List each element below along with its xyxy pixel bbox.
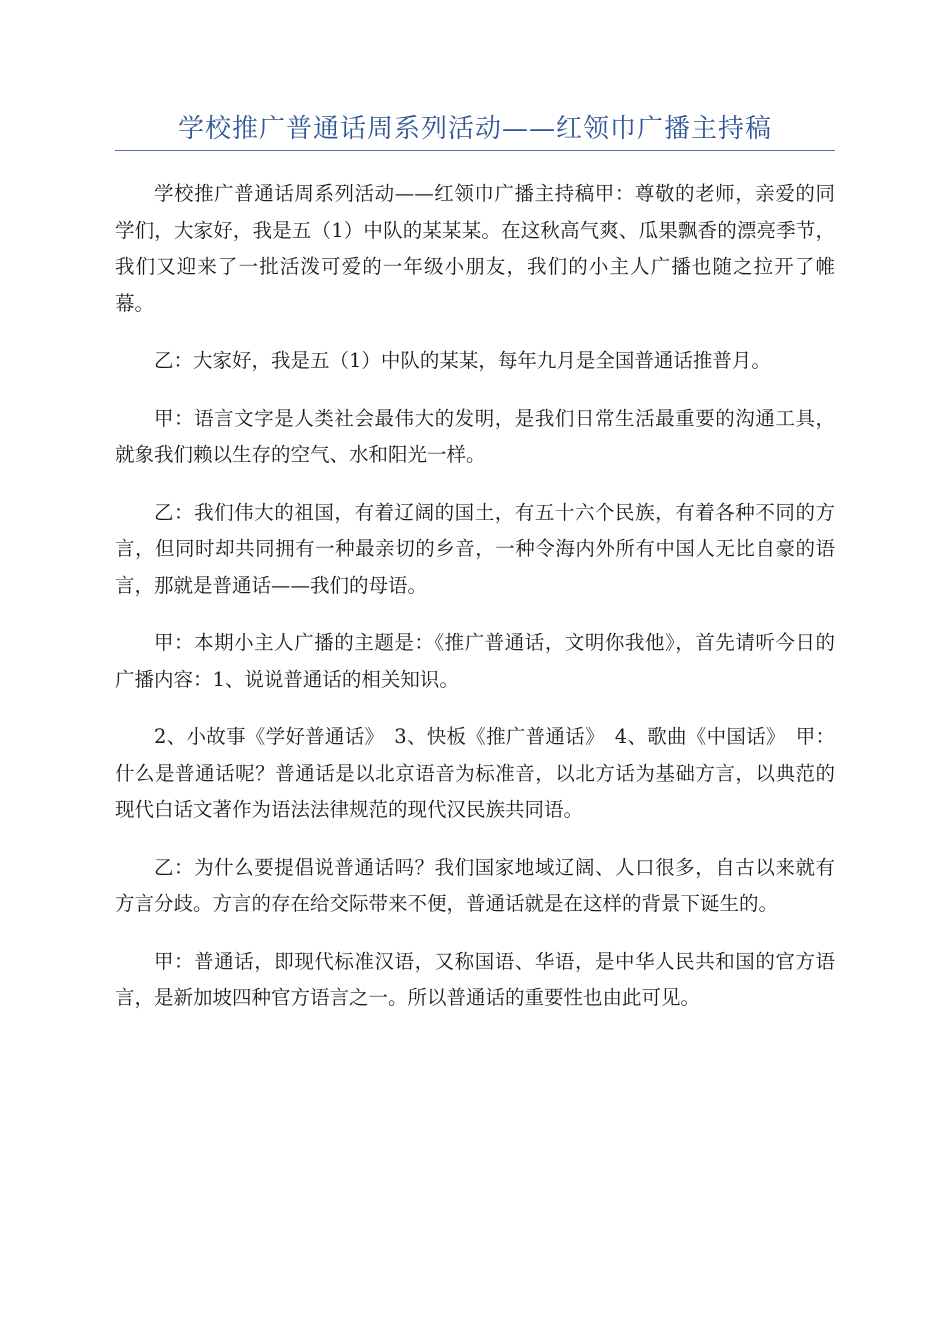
- paragraph: 乙：大家好，我是五（1）中队的某某，每年九月是全国普通话推普月。: [154, 349, 771, 372]
- paragraph: 乙：为什么要提倡说普通话吗？我们国家地域辽阔、人口很多，自古以来就有方言分歧。方言的存在给交际带来不便，普通话就是在这样的背景下诞生的。: [115, 855, 835, 915]
- document-title: 学校推广普通话周系列活动——红领巾广播主持稿: [177, 114, 772, 144]
- paragraph: 甲：普通话，即现代标准汉语，又称国语、华语，是中华人民共和国的官方语言，是新加坡四种官方语言之一。所以普通话的重要性也由此可见。: [115, 949, 835, 1009]
- paragraph: 学校推广普通话周系列活动——红领巾广播主持稿甲：尊敬的老师，亲爱的同学们，大家好，我是五（1）中队的某某某。在这秋高气爽、瓜果飘香的漂亮季节，我们又迎来了一批活泼可爱的一年级小朋友，我们的小主人广播也随之拉开了帷幕。: [115, 182, 835, 315]
- paragraph: 乙：我们伟大的祖国，有着辽阔的国土，有五十六个民族，有着各种不同的方言，但同时却共同拥有一种最亲切的乡音，一种令海内外所有中国人无比自豪的语言，那就是普通话——我们的母语。: [115, 500, 835, 597]
- document-body: [115, 176, 835, 1038]
- paragraph: 2、小故事《学好普通话》 3、快板《推广普通话》 4、歌曲《中国话》 甲：什么是普通话呢？普通话是以北京语音为标准音，以北方话为基础方言，以典范的现代白话文著作为语法法律规范的现代汉民族共同语。: [115, 725, 835, 821]
- title-block: [115, 112, 835, 151]
- paragraph: 甲：本期小主人广播的主题是：《推广普通话，文明你我他》，首先请听今日的广播内容：1、说说普通话的相关知识。: [115, 631, 835, 691]
- paragraph: 甲：语言文字是人类社会最伟大的发明，是我们日常生活最重要的沟通工具，就象我们赖以生存的空气、水和阳光一样。: [115, 406, 835, 466]
